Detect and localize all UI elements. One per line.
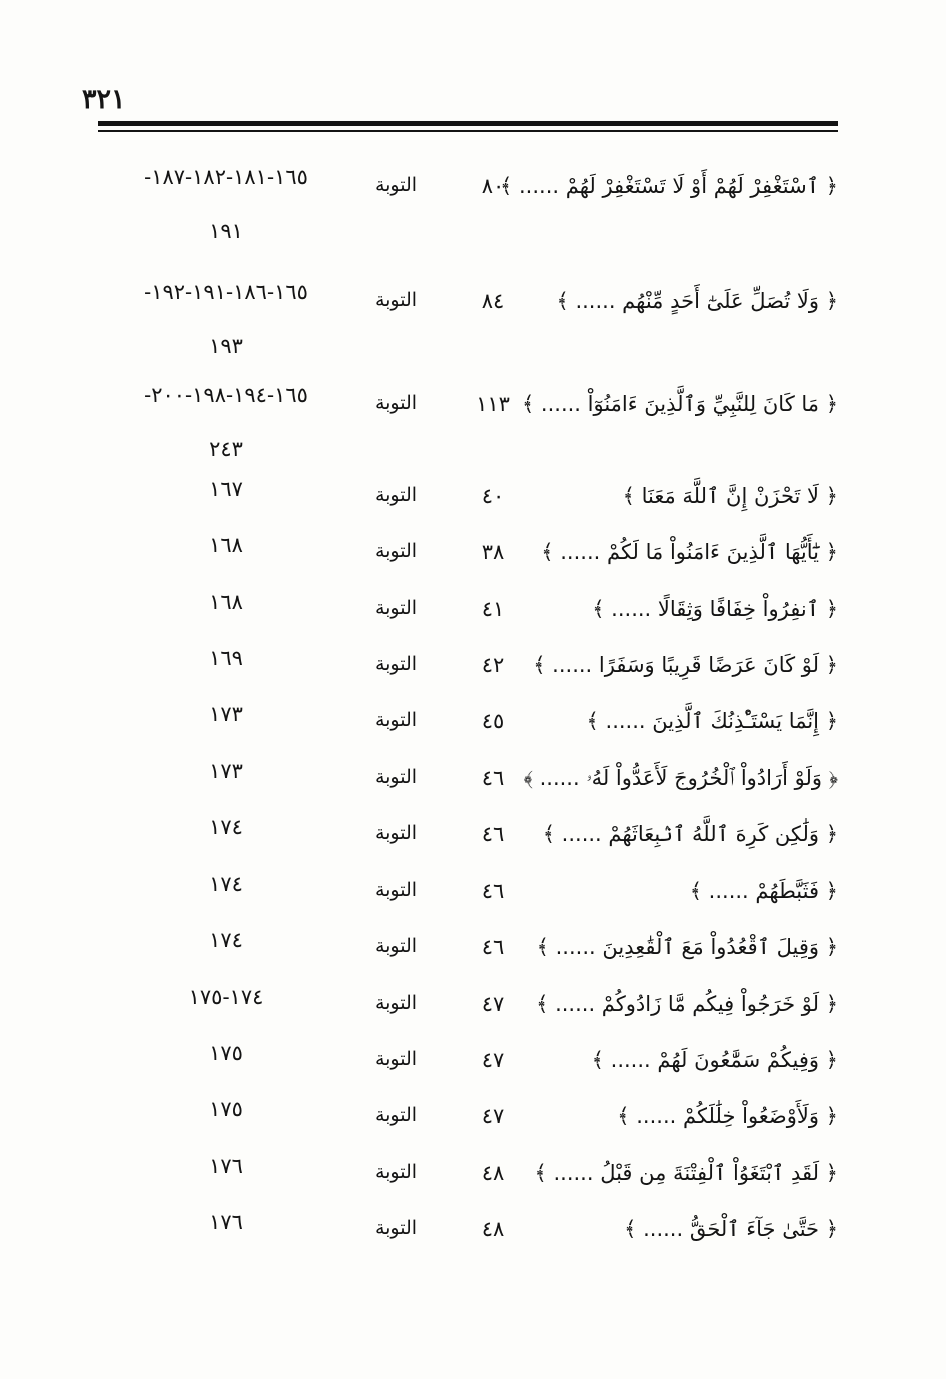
verse-text: ﴿ حَتَّىٰ جَآءَ ٱلْحَقُّ ...... ﴾ <box>624 1217 838 1241</box>
page-reference-line: ١٧٥ <box>209 1097 243 1121</box>
index-row <box>0 368 946 476</box>
index-row <box>0 800 946 854</box>
page-reference-line: ١٦٥-١٩٤-١٩٨-٢٠٠- <box>144 383 308 407</box>
verse-text: ﴿ لَا تَحْزَنْ إِنَّ ٱللَّهَ مَعَنَا ﴾ <box>622 484 838 508</box>
surah-name: التوبة <box>374 879 418 901</box>
page-number: ٣٢١ <box>82 84 126 115</box>
page-references <box>96 150 356 258</box>
surah-name: التوبة <box>374 1104 418 1126</box>
index-row <box>0 1195 946 1249</box>
ayah-number: ٤٧ <box>481 1104 505 1128</box>
page-references <box>96 1195 356 1249</box>
verse-text: ﴿ وَلَا تُصَلِّ عَلَىٰٓ أَحَدٍ مِّنْهُم ...... ﴾ <box>556 289 838 313</box>
ayah-number: ٤٥ <box>481 709 505 733</box>
page-reference-line: ١٧٣ <box>209 702 243 726</box>
page-reference-line: ١٧٤ <box>209 815 243 839</box>
verse-text: ﴿ مَا كَانَ لِلنَّبِيِّ وَٱلَّذِينَ ءَامَنُوٓاْ ...... ﴾ <box>521 392 838 416</box>
index-row <box>0 462 946 516</box>
ayah-number: ٤١ <box>481 597 505 621</box>
page-references <box>96 518 356 572</box>
index-row <box>0 1082 946 1136</box>
page-references <box>96 1139 356 1193</box>
index-row <box>0 687 946 741</box>
page-reference-line: ١٧٤-١٧٥ <box>188 985 264 1009</box>
surah-name: التوبة <box>374 597 418 619</box>
ayah-number: ٤٨ <box>481 1217 505 1241</box>
page-reference-line: ١٦٨ <box>209 590 243 614</box>
surah-name: التوبة <box>374 1161 418 1183</box>
page-reference-line: ١٦٥-١٨٦-١٩١-١٩٢- <box>144 280 308 304</box>
page-references <box>96 368 356 476</box>
page-references <box>96 1082 356 1136</box>
page-references <box>96 800 356 854</box>
index-row <box>0 1139 946 1193</box>
index-row <box>0 970 946 1024</box>
verse-text: ﴿ لَوْ كَانَ عَرَضًا قَرِيبًا وَسَفَرًا ...... ﴾ <box>533 653 838 677</box>
surah-name: التوبة <box>374 1048 418 1070</box>
surah-name: التوبة <box>374 289 418 311</box>
surah-name: التوبة <box>374 392 418 414</box>
page-reference-line: ١٧٤ <box>209 872 243 896</box>
ayah-number: ٤٢ <box>481 653 505 677</box>
surah-name: التوبة <box>374 822 418 844</box>
ayah-number: ٤٧ <box>481 1048 505 1072</box>
page-references <box>96 687 356 741</box>
verse-text: ﴿ لَقَدِ ٱبْتَغَوُاْ ٱلْفِتْنَةَ مِن قَبْلُ ...... ﴾ <box>534 1161 838 1185</box>
ayah-number: ٤٧ <box>481 992 505 1016</box>
ayah-number: ٤٨ <box>481 1161 505 1185</box>
index-row <box>0 518 946 572</box>
ayah-number: ٤٦ <box>481 822 505 846</box>
surah-name: التوبة <box>374 653 418 675</box>
index-row <box>0 913 946 967</box>
page-reference-line: ١٩٣ <box>209 334 243 358</box>
page-references <box>96 857 356 911</box>
index-row <box>0 150 946 258</box>
ayah-number: ٨٤ <box>481 289 505 313</box>
page-reference-line: ١٧٣ <box>209 759 243 783</box>
page-reference-line: ١٦٧ <box>209 477 243 501</box>
page-reference-line: ٢٤٣ <box>209 437 243 461</box>
page-references <box>96 744 356 798</box>
index-row <box>0 265 946 373</box>
verse-text: ﴿ وَلَأَوْضَعُواْ خِلَٰلَكُمْ ...... ﴾ <box>617 1104 838 1128</box>
surah-name: التوبة <box>374 709 418 731</box>
page-reference-line: ١٧٤ <box>209 928 243 952</box>
verse-text: ﴿ فَثَبَّطَهُمْ ...... ﴾ <box>689 879 838 903</box>
ayah-number: ١١٣ <box>476 392 510 416</box>
verse-text: ﴿ إِنَّمَا يَسْتَـْٔذِنُكَ ٱلَّذِينَ ...... ﴾ <box>586 709 838 733</box>
header-rule-thick <box>98 121 838 126</box>
ayah-number: ٤٦ <box>481 879 505 903</box>
page-reference-line: ١٦٨ <box>209 533 243 557</box>
header-rule-thin <box>98 130 838 132</box>
page-reference-line: ١٦٥-١٨١-١٨٢-١٨٧- <box>144 165 308 189</box>
page-references <box>96 265 356 373</box>
ayah-number: ٨٠ <box>481 174 505 198</box>
surah-name: التوبة <box>374 935 418 957</box>
page-references <box>96 462 356 516</box>
page-references <box>96 575 356 629</box>
page-references <box>96 970 356 1024</box>
index-row <box>0 1026 946 1080</box>
page-references <box>96 913 356 967</box>
page-reference-line: ١٧٦ <box>209 1154 243 1178</box>
surah-name: التوبة <box>374 992 418 1014</box>
page-reference-line: ١٩١ <box>209 219 243 243</box>
verse-text: ﴿ وَلَٰكِن كَرِهَ ٱللَّهُ ٱنۢبِعَاثَهُمْ ...... ﴾ <box>542 822 838 846</box>
ayah-number: ٤٠ <box>481 484 505 508</box>
index-row <box>0 744 946 798</box>
surah-name: التوبة <box>374 1217 418 1239</box>
page-reference-line: ١٦٩ <box>209 646 243 670</box>
ayah-number: ٤٦ <box>481 766 505 790</box>
surah-name: التوبة <box>374 766 418 788</box>
page-references <box>96 631 356 685</box>
surah-name: التوبة <box>374 484 418 506</box>
verse-text: ﴿ ٱسْتَغْفِرْ لَهُمْ أَوْ لَا تَسْتَغْفِرْ لَهُمْ ...... ﴾ <box>500 174 838 198</box>
verse-text: ﴿ يَٰٓأَيُّهَا ٱلَّذِينَ ءَامَنُواْ مَا لَكُمْ ...... ﴾ <box>541 540 838 564</box>
ayah-number: ٤٦ <box>481 935 505 959</box>
page-reference-line: ١٧٥ <box>209 1041 243 1065</box>
verse-text: ﴿ وَلَوْ أَرَادُواْ ٱلْخُرُوجَ لَأَعَدُّواْ لَهُۥ ...... ﴾ <box>523 766 838 790</box>
verse-text: ﴿ وَفِيكُمْ سَمَّٰعُونَ لَهُمْ ...... ﴾ <box>591 1048 838 1072</box>
verse-text: ﴿ لَوْ خَرَجُواْ فِيكُم مَّا زَادُوكُمْ ...... ﴾ <box>536 992 838 1016</box>
verse-text: ﴿ وَقِيلَ ٱقْعُدُواْ مَعَ ٱلْقَٰعِدِينَ ...... ﴾ <box>536 935 838 959</box>
page-references <box>96 1026 356 1080</box>
ayah-number: ٣٨ <box>481 540 505 564</box>
index-row <box>0 631 946 685</box>
verse-text: ﴿ ٱنفِرُواْ خِفَافًا وَثِقَالًا ...... ﴾ <box>592 597 838 621</box>
surah-name: التوبة <box>374 174 418 196</box>
index-row <box>0 575 946 629</box>
surah-name: التوبة <box>374 540 418 562</box>
page-reference-line: ١٧٦ <box>209 1210 243 1234</box>
index-row <box>0 857 946 911</box>
